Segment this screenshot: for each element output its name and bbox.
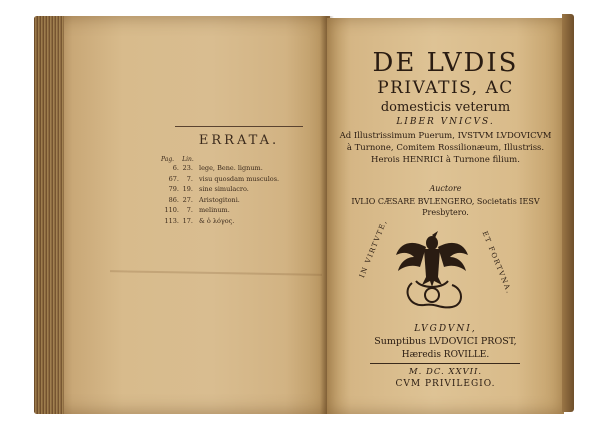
motto-right: ET FORTVNA.	[480, 230, 514, 296]
errata-header	[161, 156, 315, 163]
heirs-line: Hæredis ROVILLE.	[401, 350, 490, 360]
errata-entry	[161, 163, 315, 174]
errata-entry-page: 110.	[164, 206, 179, 214]
title-line-3: domesticis veterum	[380, 100, 511, 115]
motto-left: IN VIRTVTE,	[358, 218, 389, 279]
errata-entry-line: 23.	[182, 164, 193, 172]
errata-rule	[175, 126, 303, 127]
publisher-line: Sumptibus LVDOVICI PROST,	[374, 336, 517, 347]
errata-section	[161, 126, 315, 226]
errata-entry-line: 7.	[186, 174, 193, 183]
imprint-rule	[370, 363, 520, 364]
errata-entry	[161, 205, 315, 216]
errata-header-page: Pag.	[161, 156, 175, 163]
page-edges	[34, 16, 64, 414]
errata-entry	[161, 216, 315, 227]
errata-entry	[161, 195, 315, 206]
errata-entry-page: 86.	[168, 195, 179, 204]
errata-entry-line: 17.	[182, 216, 193, 225]
errata-entry	[161, 174, 315, 185]
errata-list	[164, 163, 315, 226]
errata-entry-text: lege, Bene. lignum.	[199, 164, 263, 172]
errata-entry-text: Aristogitoni.	[199, 195, 240, 204]
errata-entry-text: & ὁ λόγος.	[199, 216, 235, 225]
eagle-emblem-icon	[392, 221, 472, 313]
errata-entry-text: sine simulacro.	[199, 185, 249, 193]
title-line-1: DE LVDIS	[372, 48, 519, 78]
errata-entry-line: 19.	[182, 185, 193, 193]
year-line: M. DC. XXVII.	[408, 367, 483, 377]
errata-entry-text: melinum.	[199, 206, 230, 214]
errata-entry-line: 7.	[186, 206, 193, 214]
author-line: IVLIO CÆSARE BVLENGERO, Societatis IESV Presbytero.	[351, 197, 540, 217]
errata-title: ERRATA.	[198, 133, 280, 148]
errata-entry-line: 27.	[182, 195, 193, 204]
auctore-line: Auctore	[429, 184, 462, 193]
place-line: LVGDVNI,	[414, 324, 477, 334]
title-line-2: PRIVATIS, AC	[377, 78, 514, 98]
errata-entry-page: 113.	[164, 216, 179, 225]
errata-entry-page: 67.	[168, 174, 179, 183]
privilege-line: CVM PRIVILEGIO.	[395, 379, 496, 389]
errata-entry-page: 79.	[168, 185, 179, 193]
errata-header-line: Lin.	[182, 156, 194, 163]
dedication: Ad Illustrissimum Puerum, IVSTVM LVDOVICVM à Turnone, Comitem Rossilionæum, Illustriss. Herois HENRICI à Turnone filium.	[339, 131, 552, 165]
liber-line: LIBER VNICVS.	[396, 117, 495, 127]
errata-entry-text: visu quosdam musculos.	[199, 174, 280, 183]
errata-entry-page: 6.	[172, 164, 179, 172]
errata-entry	[161, 184, 315, 195]
